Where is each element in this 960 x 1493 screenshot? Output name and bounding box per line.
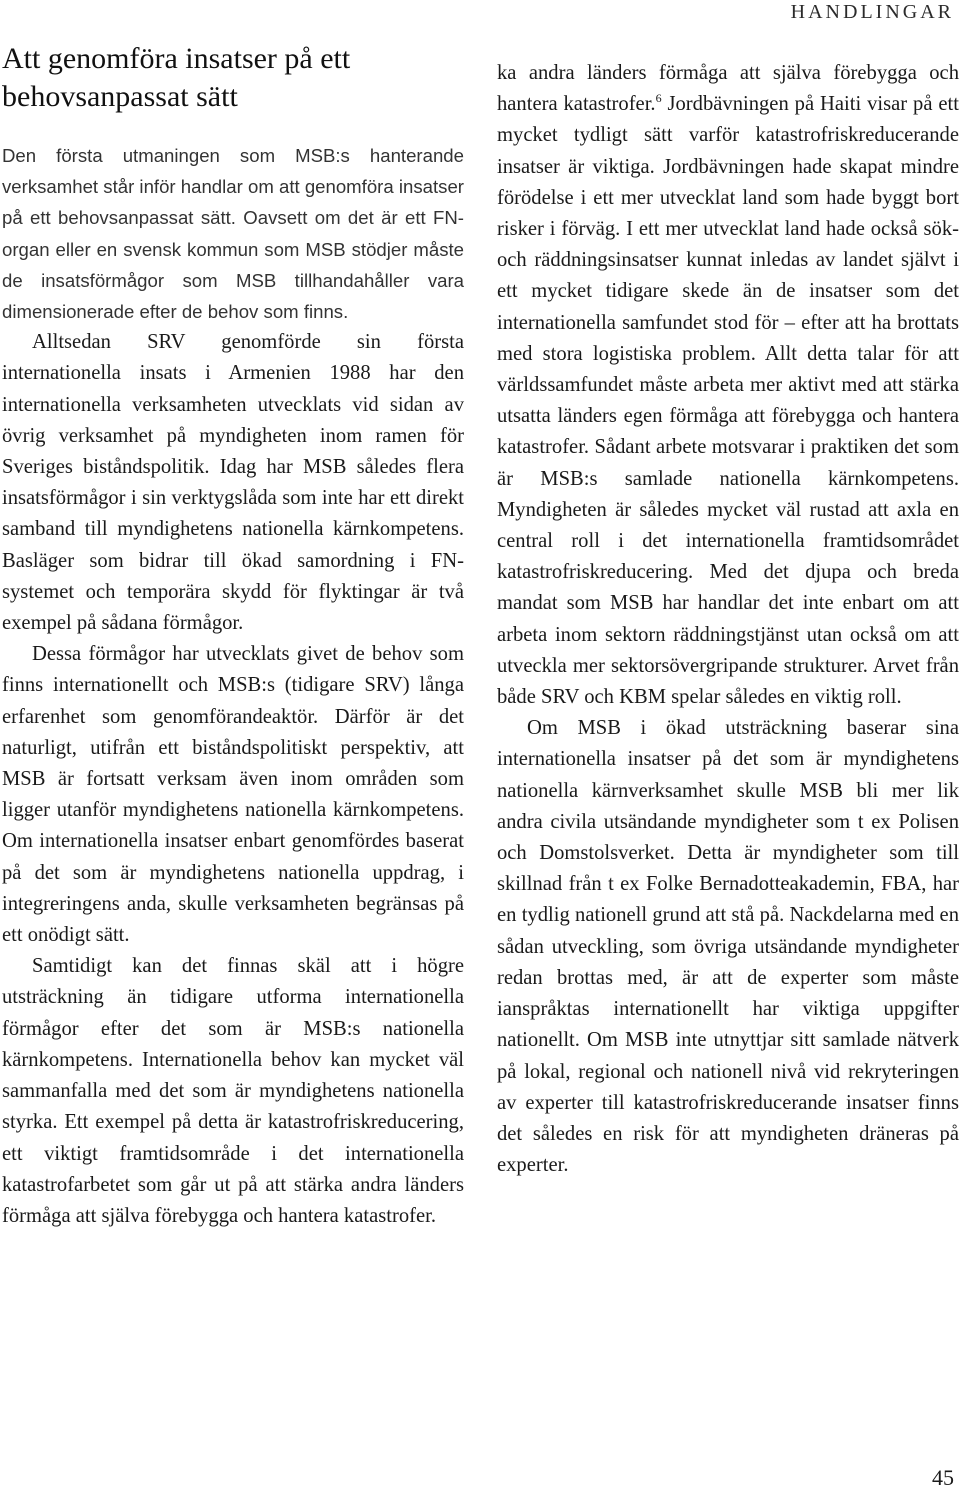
body-paragraph: Om MSB i ökad utsträckning baserar sina internationella insatser på det som är myndighetens nationella kärnverksamhet skulle MSB bli mer lik andra civila utsändande myndigheter som t ex Polisen och Domstolsverket. Detta är myndigheter som till skillnad från t ex Folke Bernadotteakademin, FBA, har en tydlig nationell grund att stå på. Nackdelarna med en sådan utveckling, som övriga utsändande myndigheter redan brottas med, är att de experter som måste ianspråktas internationellt har viktiga uppgifter nationellt. Om MSB inte utnyttjar sitt samlade nätverk på lokal, regional och nationell nivå vid rekryteringen av experter till katastrofriskreducerande insatser finns det således en risk för att myndigheten dräneras på experter. <box>497 717 959 1177</box>
intro-paragraph: Den första utmaningen som MSB:s hanterande verksamhet står inför handlar om att genomföra insatser på ett behovsanpassat sätt. Oavsett om det är ett FN-organ eller en svensk kommun som MSB stödjer måste de insatsförmågor som MSB tillhandahåller vara dimensionerade efter de behov som finns. <box>2 145 464 323</box>
body-paragraph: Alltsedan SRV genomförde sin första internationella insats i Armenien 1988 har den internationella verksamheten utvecklats vid sidan av övrig verksamhet på myndigheten inom ramen för Sveriges biståndspolitik. Idag har MSB således flera insatsförmågor i sin verktygslåda som inte har ett direkt samband till myndighetens nationella kärnkompetens. Basläger som bidrar till ökad samordning i FN-systemet och temporära skydd för flyktingar är två exempel på sådana förmågor. <box>2 331 464 635</box>
footnote-marker[interactable]: 6 <box>655 91 662 106</box>
running-head: HANDLINGAR <box>790 1 954 23</box>
left-column <box>2 40 464 1232</box>
continued-text-rest: Jordbävningen på Haiti visar på ett mycket tydligt sätt varför katastrofriskreducerande insatser är viktiga. Jordbävningen hade skapat mindre förödelse i ett mer utvecklat land som hade byggt bort risker i förväg. I ett mer utvecklat land hade också sök- och räddningsinsatser kunnat inledas av landet självt i ett mycket tidigare skede än de insatser som det internationella samfundet stod för – efter att ha brottats med stora logistiska problem. Allt detta talar för att världssamfundet måste arbeta mer aktivt med att stärka utsatta länders egen förmåga att förebygga och hantera katastrofer. Sådant arbete motsvarar i praktiken det som är MSB:s samlade nationella kärnkompetens. Myndigheten är således mycket väl rustad att axla en central roll i det internationella framtidsområdet katastrofriskreducering. Med det djupa och breda mandat som MSB har handlar det inte enbart om att arbeta inom sektorn räddningstjänst utan också om att utveckla mer sektorsövergripande strukturer. Arvet från både SRV och KBM spelar således en viktig roll. <box>497 93 959 709</box>
page-number: 45 <box>932 1465 954 1490</box>
right-column <box>497 58 959 1181</box>
continued-text: ka andra länders förmåga att själva förebygga och hantera katastrofer. <box>497 62 959 116</box>
section-heading: Att genomföra insatser på ett behovsanpassat sätt <box>2 42 351 113</box>
body-paragraph: Samtidigt kan det finnas skäl att i högre utsträckning än tidigare utforma internationella förmågor efter det som är MSB:s nationella kärnkompetens. Internationella behov kan mycket väl sammanfalla med det som är myndighetens nationella styrka. Ett exempel på detta är katastrofriskreducering, ett viktigt framtidsområde i det internationella katastrofarbetet som går ut på att stärka andra länders förmåga att själva förebygga och hantera katastrofer. <box>2 955 464 1227</box>
body-paragraph-continued <box>497 58 959 713</box>
body-paragraph: Dessa förmågor har utvecklats givet de behov som finns internationellt och MSB:s (tidigare SRV) långa erfarenhet som genomförandeaktör. Därför är det naturligt, utifrån ett biståndspolitiskt perspektiv, att MSB är fortsatt verksam även inom områden som ligger utanför myndighetens nationella kärnkompetens. Om internationella insatser enbart genomfördes baserat på det som är myndighetens nationella uppdrag, i integreringens anda, skulle verksamheten begränsas på ett onödigt sätt. <box>2 643 464 947</box>
